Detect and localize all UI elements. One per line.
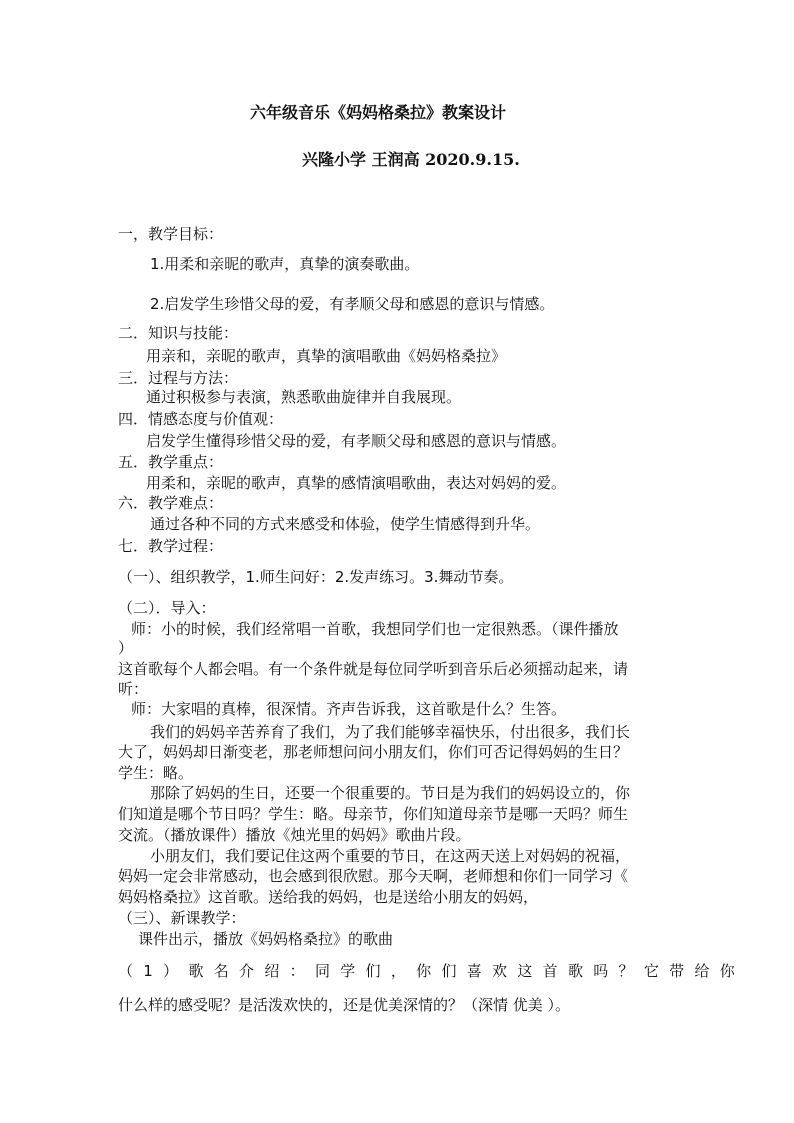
paragraph-line: 大了，妈妈却日渐变老，那老师想问问小朋友们，你们可否记得妈妈的生日？	[118, 743, 629, 761]
section-body: 用柔和，亲昵的歌声，真挚的感情演唱歌曲，表达对妈妈的爱。	[146, 474, 567, 492]
section-heading: 四．情感态度与价值观：	[118, 410, 284, 428]
paragraph-line: 听：	[118, 680, 149, 698]
list-item: 2.启发学生珍惜父母的爱，有孝顺父母和感恩的意识与情感。	[150, 295, 555, 313]
section-heading: 一，教学目标：	[118, 225, 224, 243]
paragraph-line: 我们的妈妈辛苦养育了我们，为了我们能够幸福快乐，付出很多，我们长	[150, 723, 631, 741]
section-body: 通过积极参与表演，熟悉歌曲旋律并自我展现。	[146, 388, 462, 406]
section-body: 启发学生懂得珍惜父母的爱，有孝顺父母和感恩的意识与情感。	[146, 432, 567, 450]
paragraph-line: ）	[118, 639, 134, 657]
paragraph-line: （1）歌名介绍：同学们，你们喜欢这首歌吗？它带给你	[118, 962, 746, 980]
paragraph-line: 师：大家唱的真棒，很深情。齐声告诉我，这首歌是什么？生答。	[131, 700, 567, 718]
paragraph-line: 那除了妈妈的生日，还要一个很重要的。节日是为我们的妈妈设立的，你	[150, 784, 631, 802]
paragraph-line: 妈妈格桑拉》这首歌。送给我的妈妈，也是送给小朋友的妈妈，	[118, 888, 539, 906]
author-date: 兴隆小学 王润高 2020.9.15.	[302, 150, 520, 169]
process-step: （一）、组织教学，1.师生问好：2.发声练习。3.舞动节奏。	[118, 568, 514, 586]
paragraph-line: 们知道是哪个节日吗？学生：略。母亲节，你们知道母亲节是哪一天吗？师生	[118, 805, 629, 823]
paragraph-line: 师：小的时候，我们经常唱一首歌，我想同学们也一定很熟悉。（课件播放	[131, 620, 619, 638]
section-heading: 六．教学难点：	[118, 494, 224, 512]
paragraph-line: 妈妈一定会非常感动，也会感到很欣慰。那今天啊，老师想和你们一同学习《	[118, 867, 629, 885]
section-heading: 五．教学重点：	[118, 453, 224, 471]
section-heading: 二．知识与技能：	[118, 324, 239, 342]
section-body: 用亲和，亲昵的歌声，真挚的演唱歌曲《妈妈格桑拉》	[146, 347, 507, 365]
process-heading: （三）、新课教学：	[118, 909, 246, 927]
paragraph-line: 交流。（播放课件）播放《烛光里的妈妈》歌曲片段。	[118, 826, 471, 844]
paragraph-line: 这首歌每个人都会唱。有一个条件就是每位同学听到音乐后必须摇动起来，请	[118, 660, 629, 678]
section-heading: 三．过程与方法：	[118, 369, 239, 387]
paragraph-line: 学生：略。	[118, 764, 194, 782]
section-body: 通过各种不同的方式来感受和体验，使学生情感得到升华。	[150, 515, 541, 533]
list-item: 1.用柔和亲昵的歌声，真挚的演奏歌曲。	[150, 255, 420, 273]
paragraph-line: 小朋友们，我们要记住这两个重要的节日，在这两天送上对妈妈的祝福，	[150, 847, 631, 865]
page-title: 六年级音乐《妈妈格桑拉》教案设计	[250, 103, 507, 122]
paragraph-line: 课件出示，播放《妈妈格桑拉》的歌曲	[138, 930, 394, 948]
paragraph-line: 什么样的感受呢？是活泼欢快的，还是优美深情的？（深情 优美 ）。	[118, 996, 571, 1014]
section-heading: 七．教学过程：	[118, 537, 224, 555]
process-heading: （二）．导入：	[118, 599, 216, 617]
